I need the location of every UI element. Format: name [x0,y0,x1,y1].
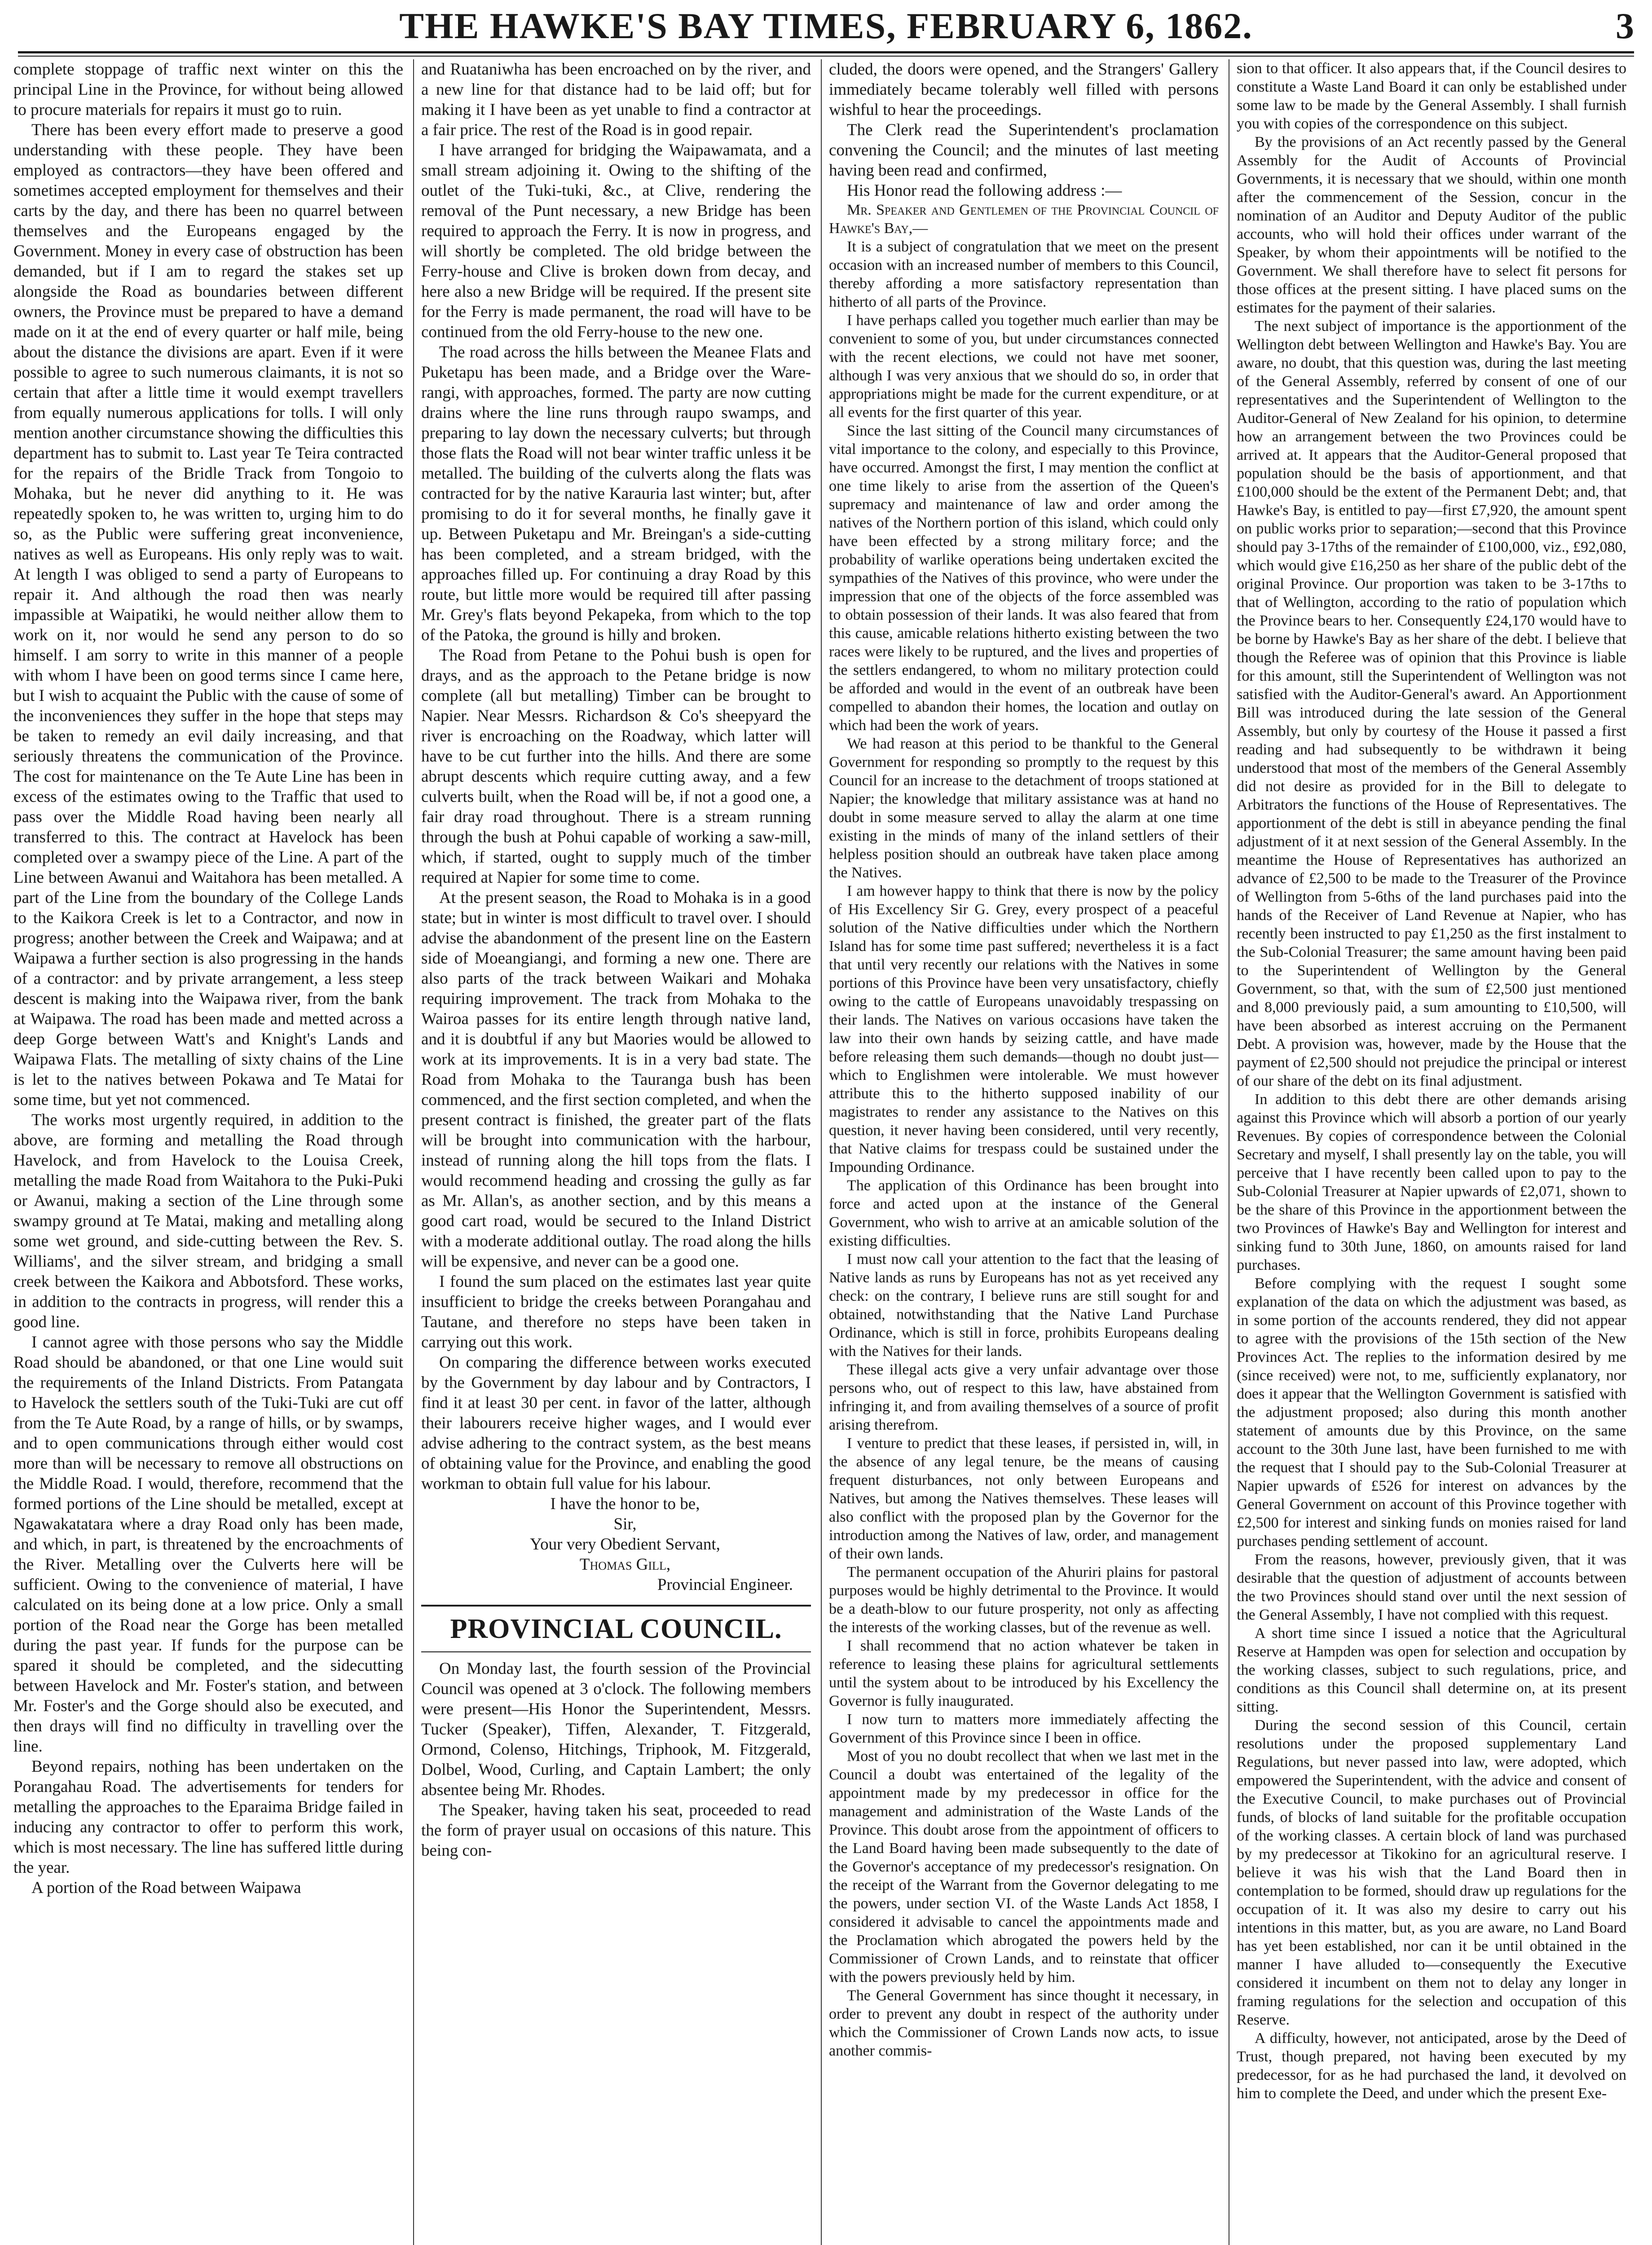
column-3 [829,59,1219,2245]
paragraph: His Honor read the following address :— [847,181,1122,200]
paragraph: Beyond repairs, nothing has been undertaken on the Porangahau Road. The advertisements for tenders for metalling the approaches to the Eparaima Bridge failed in inducing any contractor to offer to perform this work, which is most necessary. The line has suffered little during the year. [13,1757,403,1877]
masthead-rule-thin [18,56,1634,57]
paragraph: I have arranged for bridging the Waipawamata, and a small stream adjoining it. Owing to the shifting of the outlet of the Tuki-tuki, &c., at Clive, rendering the removal of the Punt necessary, a new Bridge has been required to approach the Ferry. It is now in progress, and will shortly be completed. The old bridge between the Ferry-house and Clive is broken down from decay, and here also a new Bridge will be required. If the present site for the Ferry is made permanent, the road will have to be continued from the old Ferry-house to the new one. [421,141,811,341]
paragraph: I now turn to matters more immediately affecting the Government of this Province since I been in office. [829,1711,1219,1746]
paragraph: The General Government has since thought it necessary, in order to prevent any doubt in respect of the authority under which the Commissioner of Crown Lands now acts, to issue another commis- [829,1987,1219,2059]
masthead-rule [18,51,1634,53]
paragraph: On comparing the difference between works executed by the Government by day labour and by Contractors, I find it at least 30 per cent. in favor of the latter, although their labourers receive higher wages, and I would ever advise adhering to the contract system, as the best means of obtaining value for the Province, and enabling the good workman to obtain full value for his labour. [421,1353,811,1493]
column-divider [821,59,822,2245]
paragraph: Before complying with the request I sought some explanation of the data on which the adjustment was based, as in some portion of the accounts rendered, they did not appear to agree with the provisions of the 15th section of the New Provinces Act. The replies to the information desired by me (since received) were not, to me, sufficiently explanatory, nor does it appear that the Wellington Government is satisfied with the adjustment proposed; also during this month another statement of amounts due by this Province, on the same account to the 30th June last, have been furnished to me with the request that I should pay to the Sub-Colonial Treasurer at Napier upwards of £526 for interest on advances by the General Government on account of this Province together with £2,500 for interest and sinking funds on monies raised for land purchases pending settlement of account. [1237,1275,1626,1549]
signatory-name: Thomas Gill, [579,1555,671,1574]
paragraph: The Speaker, having taken his seat, proceeded to read the form of prayer usual on occasions of this nature. This being con- [421,1801,811,1860]
paragraph: I cannot agree with those persons who say the Middle Road should be abandoned, or that one Line would suit the requirements of the Inland Districts. From Patangata to Havelock the settlers south of the Tuki-Tuki are cut off from the Te Aute Road, by a range of hills, or by swamps, and to open communications through either would cost more than will be necessary to remove all obstructions on the Middle Road. I would, therefore, recommend that the formed portions of the Line should be metalled, except at Ngawakatatara where a dray Road only has been made, and which, in part, is threatened by the encroachments of the River. Metalling over the Culverts here will be sufficient. Owing to the convenience of material, I have calculated on its being done at a low price. Only a small portion of the Road near the Gorge has been metalled during the past year. If funds for the purpose can be spared it should be completed, and the sidecutting between Havelock and Mr. Foster's station, and between Mr. Foster's and the Gorge should also be executed, and then drays will find no difficulty in travelling over the line. [13,1333,403,1756]
paragraph: The next subject of importance is the apportionment of the Wellington debt between Wellington and Hawke's Bay. You are aware, no doubt, that this question was, during the last meeting of the General Assembly, referred by consent of one of our representatives and the Superintendent of Wellington to the Auditor-General of New Zealand for his opinion, to determine how an arrangement between the two Provinces could be arrived at. It appears that the Auditor-General proposed that population should be the basis of apportionment, and that £100,000 should be the extent of the Permanent Debt; and, that Hawke's Bay, is entitled to pay—first £7,920, the amount spent on public works prior to separation;—second that this Province should pay 3-17ths of the remainder of £100,000, viz., £92,080, which would give £16,250 as her share of the public debt of the original Province. Our proportion was taken to be 3-17ths to that of Wellington, according to the ratio of population which the Province bears to her. Consequently £24,170 would have to be borne by Hawke's Bay as her share of the debt. I believe that though the Referee was of opinion that this Province is liable for this amount, still the Superintendent of Wellington was not satisfied with the Auditor-General's award. An Apportionment Bill was introduced during the late session of the General Assembly, but only by courtesy of the House it passed a first reading and had subsequently to be withdrawn it being understood that most of the members of the General Assembly did not desire as provided for in the Bill to delegate to Arbitrators the functions of the House of Representatives. The apportionment of the debt is still in abeyance pending the final adjustment of it at next session of the General Assembly. In the meantime the House of Representatives has authorized an advance of £2,500 to be made to the Treasurer of the Province of Wellington from 5-6ths of the land purchases paid into the hands of the Receiver of Land Revenue at Napier, who has recently been instructed to pay £1,250 as the first instalment to the Sub-Colonial Treasurer; the same amount having been paid to the Superintendent of Wellington by the General Government, so that, with the sum of £2,500 just mentioned and 8,000 previously paid, a sum amounting to £10,500, will have been absorbed as interest accruing on the Permanent Debt. A provision was, however, made by the House that the payment of £2,500 should not prejudice the principal or interest of our share of the debt on its final adjustment. [1237,318,1626,1089]
masthead [18,3,1634,52]
signatory-title: Provincial Engineer. [657,1576,793,1594]
paragraph: We had reason at this period to be thankful to the General Government for responding so promptly to the request by this Council for an increase to the detachment of troops stationed at Napier; the knowledge that military assistance was at hand no doubt in some measure served to allay the alarm at one time existing in the minds of many of the inland settlers of their helpless position should an outbreak have taken place among the Natives. [829,735,1219,881]
paragraph: Most of you no doubt recollect that when we last met in the Council a doubt was entertained of the legality of the appointment made by my predecessor in office for the management and administration of the Waste Lands of the Province. This doubt arose from the appointment of officers to the Land Board having been made subsequently to the date of the Governor's acceptance of my predecessor's resignation. On the receipt of the Warrant from the Governor delegating to me the powers, under section VI. of the Waste Lands Act 1858, I considered it advisable to cancel the appointments made and the Proclamation which abrogated the powers held by the Commissioner of Crown Lands, and to reinstate that officer with the powers previously held by him. [829,1748,1219,1985]
paragraph: I am however happy to think that there is now by the policy of His Excellency Sir G. Grey, every prospect of a peaceful solution of the Native difficulties under which the Northern Island has for some time past suffered; nevertheless it is a fact that until very recently our relations with the Natives in some portions of this Province have been very unsatisfactory, chiefly owing to the cattle of Europeans unavoidably trespassing on their lands. The Natives on various occasions have taken the law into their own hands by seizing cattle, and have made before releasing them such demands—though no doubt just—which to Englishmen were intolerable. We must however attribute this to the hitherto supposed inability of our magistrates to render any assistance to the Natives on this question, it never having been considered, until very recently, that Native claims for trespass could be sustained under the Impounding Ordinance. [829,883,1219,1175]
paragraph: I venture to predict that these leases, if persisted in, will, in the absence of any legal tenure, be the means of causing frequent disturbances, not only between Europeans and Natives, but among the Natives themselves. These leases will also conflict with the proposed plan by the Governor for the introduction among the Natives of law, order, and management of their own lands. [829,1435,1219,1562]
paragraph: By the provisions of an Act recently passed by the General Assembly for the Audit of Accounts of Provincial Governments, it is necessary that we should, within one month after the commencement of the Session, concur in the nomination of an Auditor and Deputy Auditor of the public accounts, who will hold their offices under warrant of the Speaker, by whom their appointments will be notified to the Government. We shall therefore have to select fit persons for those offices at the present sitting. I have placed sums on the estimates for the payment of their salaries. [1237,134,1626,316]
address-salutation: Mr. Speaker and Gentlemen of the Provincial Council of Hawke's Bay,— [829,202,1219,237]
paragraph: Since the last sitting of the Council many circumstances of vital importance to the colony, and especially to this Province, have occurred. Amongst the first, I may mention the conflict at one time likely to arise from the assertion of the Queen's supremacy and maintenance of law and order among the natives of the Northern portion of this island, which could only have been effected by a strong military force; and the probability of warlike operations being undertaken excited the sympathies of the Natives of this province, who were under the impression that one of the objects of the force assembled was to obtain possession of their lands. It was also feared that from this cause, amicable relations hitherto existing between the two races were likely to be ruptured, and the lives and properties of the settlers endangered, to whom no military protection could be afforded and would in the event of an outbreak have been compelled to abandon their homes, the location and outlay on which had been the work of years. [829,423,1219,734]
paragraph: complete stoppage of traffic next winter on this the principal Line in the Province, for without being allowed to procure materials for repairs it must go to ruin. [13,60,403,119]
section-heading-provincial-council: PROVINCIAL COUNCIL. [421,1605,811,1652]
paragraph: At the present season, the Road to Mohaka is in a good state; but in winter is most difficult to travel over. I should advise the abandonment of the present line on the Eastern side of Moeangiangi, and forming a new one. There are also parts of the track between Waikari and Mohaka requiring improvement. The track from Mohaka to the Wairoa passes for its entire length through native land, and it is doubtful if any but Maories would be allowed to work at its improvements. It is in a very bad state. The Road from Mohaka to the Tauranga bush has been commenced, and the first section completed, and when the present contract is finished, the greater part of the flats will be brought into communication with the harbour, instead of running along the hill tops from the flats. I would recommend heading and crossing the gully as far as Mr. Allan's, as another section, and by this means a good cart road, would be secured to the Inland District with a moderate additional outlay. The road along the hills will be expensive, and never can be a good one. [421,889,811,1271]
paragraph: From the reasons, however, previously given, that it was desirable that the question of adjustment of accounts between the two Provinces should stand over until the next session of the General Assembly, I have not complied with this request. [1237,1551,1626,1623]
column-1 [13,59,403,2245]
paragraph: and Ruataniwha has been encroached on by the river, and a new line for that distance had to be laid off; but for making it I have been as yet unable to find a contractor at a fair price. The rest of the Road is in good repair. [421,60,811,139]
paragraph: In addition to this debt there are other demands arising against this Province which will absorb a portion of our yearly Revenues. By copies of correspondence between the Colonial Secretary and myself, I shall presently lay on the table, you will perceive that I have recently been called upon to pay to the Sub-Colonial Treasurer at Napier upwards of £2,071, shown to be the share of this Province in the apportionment between the two Provinces of Hawke's Bay and Wellington for interest and sinking fund to 30th June, 1860, on amounts raised for land purchases. [1237,1091,1626,1273]
paragraph: The Clerk read the Superintendent's proclamation convening the Council; and the minutes of last meeting having been read and confirmed, [829,121,1219,180]
paragraph: These illegal acts give a very unfair advantage over those persons who, out of respect to this law, have abstained from infringing it, and from availing themselves of a source of profit arising therefrom. [829,1361,1219,1433]
paragraph: A difficulty, however, not anticipated, arose by the Deed of Trust, though prepared, not having been executed by my predecessor, for as he had purchased the land, it devolved on him to complete the Deed, and under which the present Exe- [1237,2030,1626,2102]
paragraph: cluded, the doors were opened, and the Strangers' Gallery immediately became tolerably well filled with persons wishful to hear the proceedings. [829,60,1219,119]
paragraph: The Road from Petane to the Pohui bush is open for drays, and as the approach to the Petane bridge is now complete (all but metalling) Timber can be brought to Napier. Near Messrs. Richardson & Co's sheepyard the river is encroaching on the Roadway, which latter will have to be cut further into the hills. And there are some abrupt descents which require cutting away, and a few culverts built, when the Road will be, if not a good one, a fair dray road throughout. There is a stream running through the bush at Pohui capable of working a saw-mill, which, if started, ought to supply much of the timber required at Napier for some time to come. [421,646,811,887]
paragraph: The application of this Ordinance has been brought into force and acted upon at the instance of the General Government, who wish to arrive at an amicable solution of the existing difficulties. [829,1177,1219,1249]
letter-salutation: Sir, [613,1515,637,1533]
paragraph: I have perhaps called you together much earlier than may be convenient to some of you, but under circumstances connected with the recent elections, we could not have met sooner, although I was very anxious that we should do so, in order that appropriations might be made for the current expenditure, or at all events for the first quarter of this year. [829,312,1219,421]
paragraph: On Monday last, the fourth session of the Provincial Council was opened at 3 o'clock. The following members were present—His Honor the Superintendent, Messrs. Tucker (Speaker), Tiffen, Alexander, T. Fitzgerald, Ormond, Colenso, Hitchings, Triphook, M. Fitzgerald, Dolbel, Wood, Curling, and Captain Lambert; the only absentee being Mr. Rhodes. [421,1660,811,1799]
paragraph: The permanent occupation of the Ahuriri plains for pastoral purposes would be highly detrimental to the Province. It would be a death-blow to our future prosperity, not only as affecting the interests of the working classes, but of the revenue as well. [829,1564,1219,1636]
page-number: 3 [1616,5,1634,46]
paragraph: The works most urgently required, in addition to the above, are forming and metalling the Road through Havelock, and from Havelock to the Louisa Creek, metalling the made Road from Waitahora to the Puki-Puki or Awanui, making a section of the Line through some swampy ground at Te Matai, making and metalling along some wet ground, and side-cutting between the Rev. S. Williams', and the silver stream, and bridging a small creek between the Kaikora and Abbotsford. These works, in addition to the contracts in progress, will render this a good line. [13,1111,403,1331]
column-2 [421,59,811,2245]
paragraph: I shall recommend that no action whatever be taken in reference to leasing these plains for agricultural settlements until the system about to be introduced by his Excellency the Governor is fully inaugurated. [829,1638,1219,1709]
letter-closing: I have the honor to be, [550,1495,700,1513]
paragraph: The road across the hills between the Meanee Flats and Puketapu has been made, and a Bridge over the Ware-rangi, with approaches, formed. The party are now cutting drains where the line runs through raupo swamps, and preparing to lay down the necessary culverts; but through those flats the Road will not bear winter traffic unless it be metalled. The building of the culverts along the flats was contracted for by the native Karauria last winter; but, after promising to do it for several months, he finally gave it up. Between Puketapu and Mr. Breingan's a side-cutting has been completed, and a stream bridged, with the approaches filled up. For continuing a dray Road by this route, but little more would be required till after passing Mr. Grey's flats beyond Pekapeka, from which to the top of the Patoka, the ground is hilly and broken. [421,343,811,644]
paragraph: During the second session of this Council, certain resolutions under the proposed supplementary Land Regulations, but never passed into law, were adopted, which empowered the Superintendent, with the advice and consent of the Executive Council, to make purchases out of Provincial funds, of blocks of land suitable for the profitable occupation of the working classes. A certain block of land was purchased by my predecessor at Tikokino for an agricultural reserve. I believe it was his wish that the Land Board then in contemplation to be formed, should draw up regulations for the occupation of it. It was also my desire to carry out his intentions in this matter, but, as you are aware, no Land Board has yet been established, nor can it be until obtained in the manner I have alluded to—consequently the Executive considered it incumbent on them not to delay any longer in framing regulations for the selection and occupation of this Reserve. [1237,1717,1626,2028]
paragraph: A short time since I issued a notice that the Agricultural Reserve at Hampden was open for selection and occupation by the working classes, subject to such regulations, price, and conditions as this Council shall determine on, at its present sitting. [1237,1625,1626,1715]
paragraph: I must now call your attention to the fact that the leasing of Native lands as runs by Europeans has not as yet received any check: on the contrary, I believe runs are still sought for and obtained, notwithstanding that the Native Land Purchase Ordinance, which is still in force, prohibits Europeans dealing with the Natives for their lands. [829,1251,1219,1360]
newspaper-title: THE HAWKE'S BAY TIMES, FEBRUARY 6, 1862. [399,5,1253,46]
letter-servant: Your very Obedient Servant, [530,1535,720,1554]
paragraph: sion to that officer. It also appears that, if the Council desires to constitute a Waste Land Board it can only be established under some law to be made by the General Assembly. I shall furnish you with copies of the correspondence on this subject. [1237,60,1626,132]
paragraph: There has been every effort made to preserve a good understanding with these people. They have been employed as contractors—they have been offered and sometimes accepted employment for themselves and their carts by the day, and there has been no quarrel between themselves and the Europeans engaged by the Government. Money in every case of obstruction has been demanded, but if I am to regard the stakes set up alongside the Road as boundaries between different owners, the Province must be prepared to have a demand made on it at the end of every quarter or half mile, being about the distance the divisions are apart. Even if it were possible to agree to such numerous claimants, it is not so certain that after a little time it would exempt travellers from equally numerous applications for tolls. I will only mention another circumstance showing the difficulties this department has to submit to. Last year Te Teira contracted for the repairs of the Bridle Track from Tongoio to Mohaka, but he never did anything to it. He was repeatedly spoken to, he was written to, urging him to do so, as the Public were suffering great inconvenience, natives as well as Europeans. His only reply was to wait. At length I was obliged to send a party of Europeans to repair it. And although the road then was nearly impassible at Waipatiki, he would neither allow them to work on it, nor would he send any person to do so himself. I am sorry to write in this manner of a people with whom I have been on good terms since I came here, but I wish to acquaint the Public with the cause of some of the inconveniences they suffer in the hope that steps may be taken to remedy an evil daily increasing, and that seriously threatens the communication of the Province. The cost for maintenance on the Te Aute Line has been in excess of the estimates owing to the Traffic that used to pass over the Middle Road having been nearly all transferred to this. The contract at Havelock has been completed over a swampy piece of the Line. A part of the Line between Awanui and Waitahora has been metalled. A part of the Line from the boundary of the College Lands to the Kaikora Creek is let to a Contractor, and now in progress; another between the Creek and Waipawa; and at Waipawa a further section is also progressing in the hands of a contractor: and by private arrangement, a less steep descent is making into the Waipawa river, from the bank at Waipawa. The road has been made and metted across a deep Gorge between Watt's and Knight's Lands and Waipawa Flats. The metalling of sixty chains of the Line is let to the natives between Pokawa and Te Matai for some time, but yet not commenced. [13,121,403,1109]
paragraph: I found the sum placed on the estimates last year quite insufficient to bridge the creeks between Porangahau and Tautane, and therefore no steps have been taken in carrying out this work. [421,1272,811,1351]
column-4 [1237,59,1626,2245]
column-divider [413,59,414,2245]
paragraph: A portion of the Road between Waipawa [31,1879,301,1897]
paragraph: It is a subject of congratulation that we meet on the present occasion with an increased number of members to this Council, thereby affording a more satisfactory representation than hitherto of all parts of the Province. [829,238,1219,310]
